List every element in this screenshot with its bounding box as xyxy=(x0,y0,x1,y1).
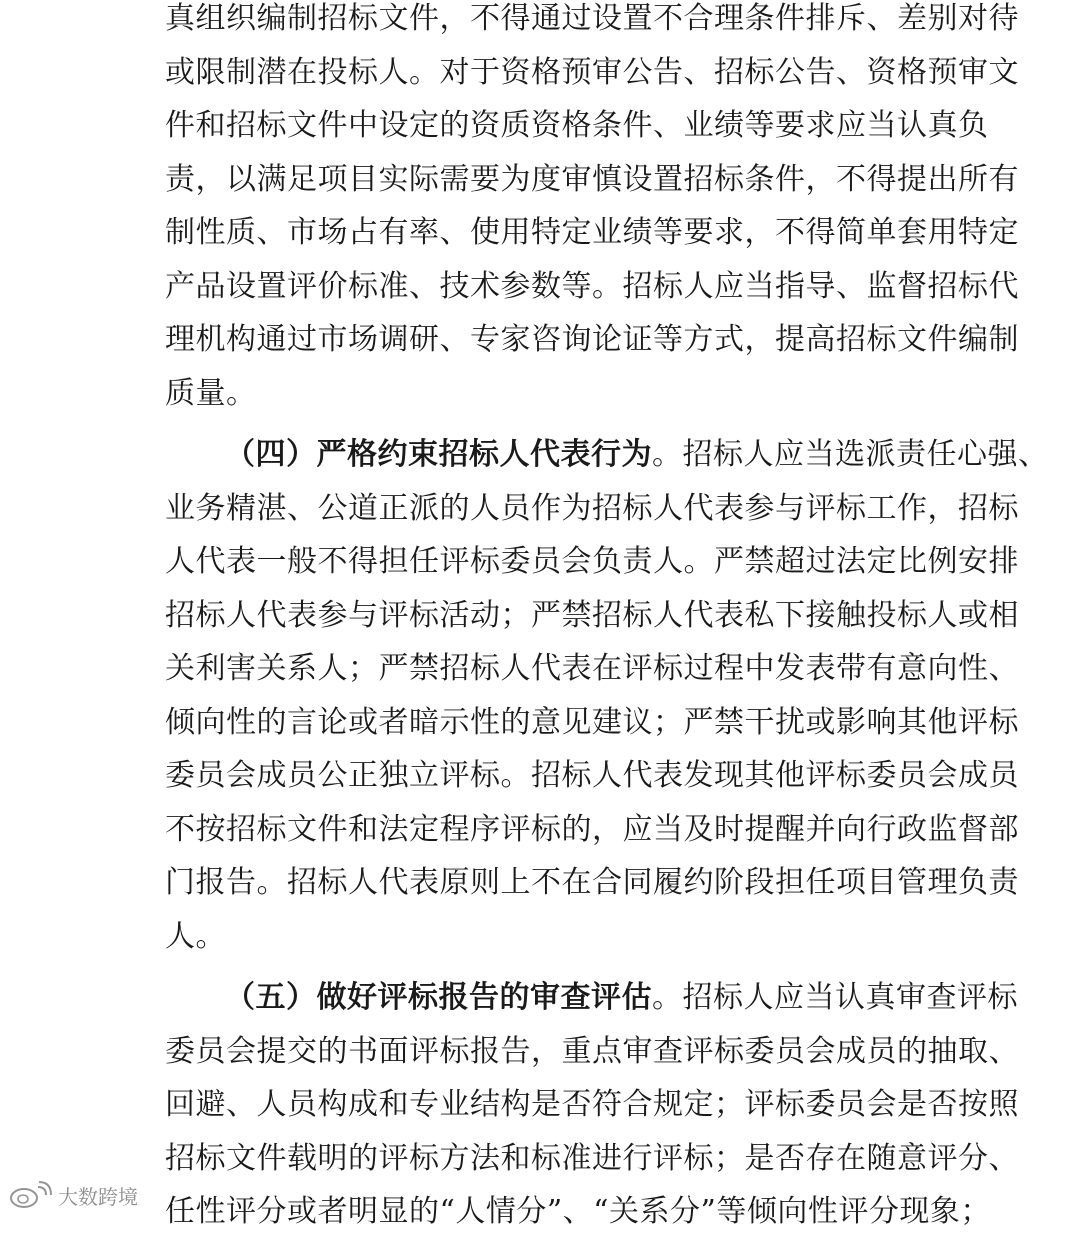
weibo-style-logo-icon xyxy=(8,1181,52,1209)
text-line: 业务精湛、公道正派的人员作为招标人代表参与评标工作，招标 xyxy=(165,490,1019,526)
text-line: 招标文件载明的评标方法和标准进行评标；是否存在随意评分、 xyxy=(165,1140,1019,1176)
text-line: 任性评分或者明显的“人情分”、“关系分”等倾向性评分现象； xyxy=(165,1194,991,1229)
text-line: 委员会成员公正独立评标。招标人代表发现其他评标委员会成员 xyxy=(165,758,1019,793)
text-line: 或限制潜在投标人。对于资格预审公告、招标公告、资格预审文 xyxy=(165,54,1019,90)
watermark xyxy=(8,1178,138,1212)
text-line: 回避、人员构成和专业结构是否符合规定；评标委员会是否按照 xyxy=(165,1087,1019,1122)
text-line: 委员会提交的书面评标报告，重点审查评标委员会成员的抽取、 xyxy=(165,1033,1019,1069)
text-line: 真组织编制招标文件，不得通过设置不合理条件排斥、差别对待 xyxy=(165,1,1019,36)
document-page xyxy=(165,0,1049,1239)
section-5-first-line xyxy=(165,971,1018,1025)
text-line: 制性质、市场占有率、使用特定业绩等要求，不得简单套用特定 xyxy=(165,215,1019,250)
section-5-first-line-text: 。招标人应当认真审查评标 xyxy=(652,980,1018,1015)
text-line: 理机构通过市场调研、专家咨询论证等方式，提高招标文件编制 xyxy=(165,322,1019,357)
text-line: 门报告。招标人代表原则上不在合同履约阶段担任项目管理负责 xyxy=(165,865,1019,900)
text-line: 责，以满足项目实际需要为度审慎设置招标条件，不得提出所有 xyxy=(165,161,1019,197)
text-line: 质量。 xyxy=(165,375,257,411)
text-line: 人代表一般不得担任评标委员会负责人。严禁超过法定比例安排 xyxy=(165,544,1019,579)
text-line: 件和招标文件中设定的资质资格条件、业绩等要求应当认真负 xyxy=(165,108,989,143)
paragraph-3 xyxy=(165,0,1019,420)
section-4-first-line-text: 。招标人应当选派责任心强、 xyxy=(652,437,1049,472)
text-line: 招标人代表参与评标活动；严禁招标人代表私下接触投标人或相 xyxy=(165,597,1019,633)
section-5 xyxy=(165,971,1019,1239)
section-4-heading: （四）严格约束招标人代表行为 xyxy=(225,437,652,472)
watermark-text: 大数跨境 xyxy=(58,1184,138,1209)
section-5-heading: （五）做好评标报告的审查评估 xyxy=(225,980,652,1015)
section-4 xyxy=(165,428,1049,963)
text-line: 人。 xyxy=(165,918,226,954)
section-4-first-line xyxy=(165,428,1049,482)
text-line: 关利害关系人；严禁招标人代表在评标过程中发表带有意向性、 xyxy=(165,651,1019,686)
text-line: 不按招标文件和法定程序评标的，应当及时提醒并向行政监督部 xyxy=(165,811,1019,847)
text-line: 倾向性的言论或者暗示性的意见建议；严禁干扰或影响其他评标 xyxy=(165,704,1019,740)
text-line: 产品设置评价标准、技术参数等。招标人应当指导、监督招标代 xyxy=(165,268,1019,304)
